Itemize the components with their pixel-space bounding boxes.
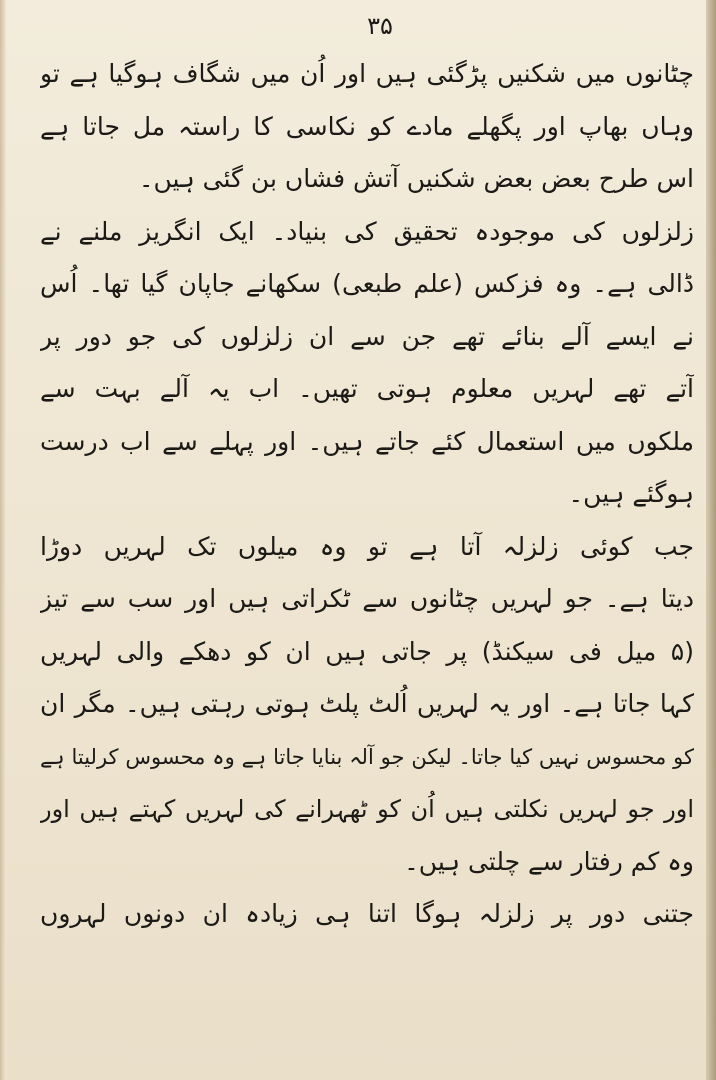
text-line: (۵ میل فی سیکنڈ) پر جاتی ہیں ان کو دھکے والی لہریں [40,636,694,666]
text-line: کو محسوس نہیں کیا جاتا۔ لیکن جو آلہ بنایا جاتا ہے وہ محسوس کرلیتا ہے [40,744,694,769]
text-line: دیتا ہے۔ جو لہریں چٹانوں سے ٹکراتی ہیں اور سب سے تیز [40,584,694,613]
page-number: ۳۵ [367,12,393,40]
text-line: ملکوں میں استعمال کئے جاتے ہیں۔ اور پہلے سے اب درست [40,426,694,456]
text-line: نے ایسے آلے بنائے تھے جن سے ان زلزلوں کی جو دور پر [40,321,694,351]
body-text [40,48,694,941]
text-line: جتنی دور پر زلزلہ ہوگا اتنا ہی زیادہ ان دونوں لہروں [40,899,694,928]
text-line: اور جو لہریں نکلتی ہیں اُن کو ٹھہرانے کی لہریں کہتے ہیں اور [40,795,694,823]
page-gutter [0,0,6,1080]
text-line: وہاں بھاپ اور پگھلے مادے کو نکاسی کا راستہ مل جاتا ہے [40,111,694,141]
text-line: کہا جاتا ہے۔ اور یہ لہریں اُلٹ پلٹ ہوتی رہتی ہیں۔ مگر ان [40,689,694,718]
text-line: ڈالی ہے۔ وہ فزکس (علم طبعی) سکھانے جاپان گیا تھا۔ اُس [40,269,694,298]
page-edge [706,0,716,1080]
text-line: چٹانوں میں شکنیں پڑگئی ہیں اور اُن میں شگاف ہوگیا ہے تو [40,59,694,88]
text-line: وہ کم رفتار سے چلتی ہیں۔ [404,846,694,876]
text-line: زلزلوں کی موجودہ تحقیق کی بنیاد۔ ایک انگریز ملنے نے [40,216,694,246]
text-line: جب کوئی زلزلہ آتا ہے تو وہ میلوں تک لہریں دوڑا [40,531,694,561]
text-line: آتے تھے لہریں معلوم ہوتی تھیں۔ اب یہ آلے بہت سے [40,374,694,403]
text-line: ہوگئے ہیں۔ [568,479,694,508]
text-line: اس طرح بعض بعض شکنیں آتش فشاں بن گئی ہیں۔ [138,164,694,193]
